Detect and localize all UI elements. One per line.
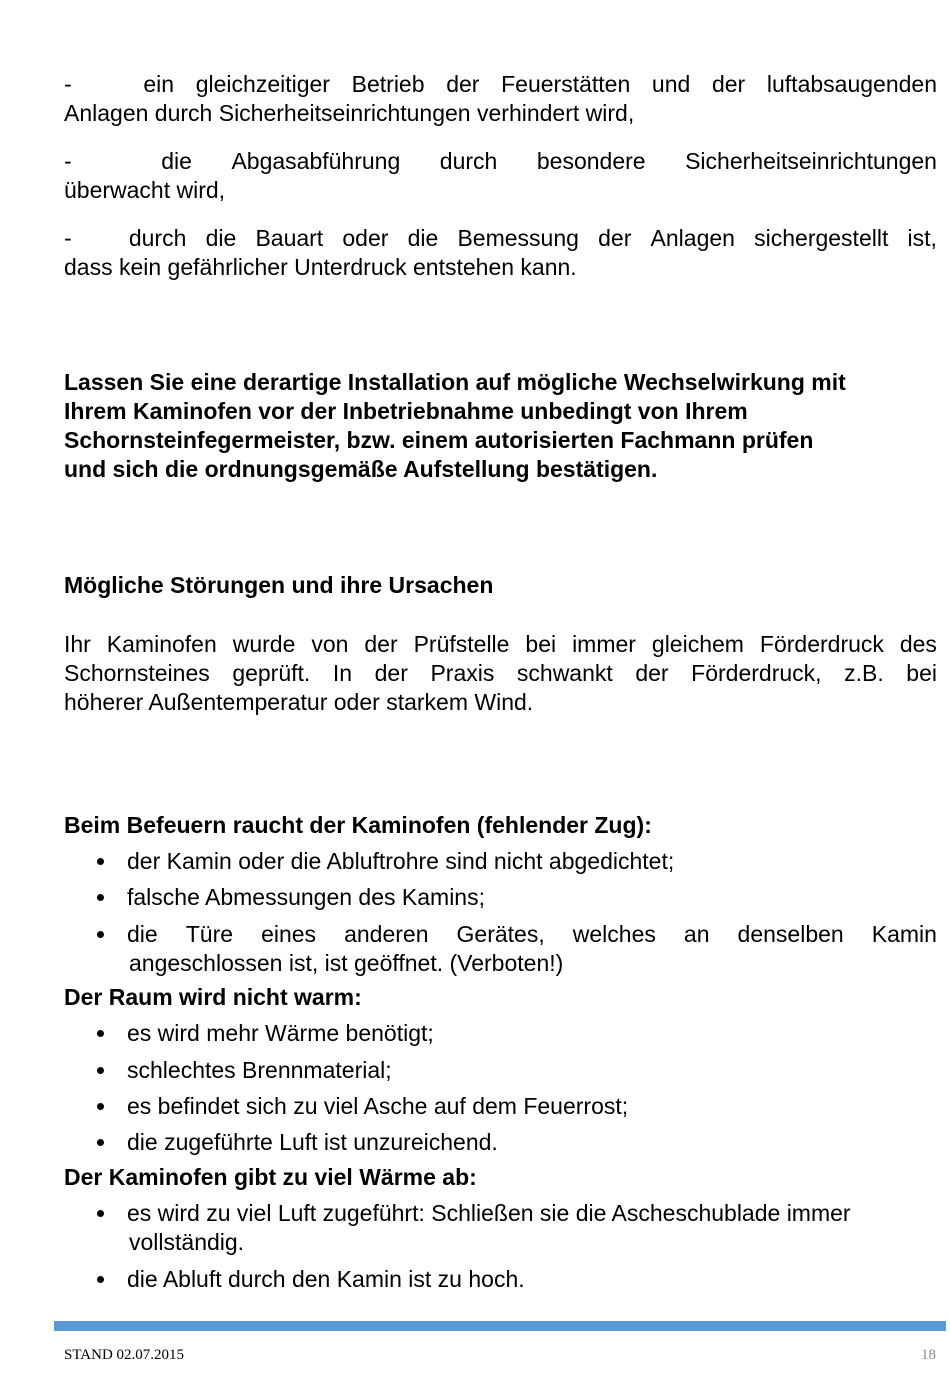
word: von <box>311 631 349 657</box>
footer-stand: STAND 02.07.2015 <box>64 1347 185 1363</box>
bullet-icon <box>97 1139 104 1146</box>
word: In <box>332 660 353 686</box>
word: Förderdruck <box>759 631 884 657</box>
bullet-icon <box>97 894 104 901</box>
word: bei <box>906 660 937 686</box>
word: denselben <box>737 921 844 947</box>
condition-dash: - <box>64 71 72 97</box>
subsection-title: Der Kaminofen gibt zu viel Wärme ab: <box>64 1164 477 1190</box>
bullet-icon <box>97 1276 104 1283</box>
condition-item-3-line-2: dass kein gefährlicher Unterdruck entstehen kann. <box>64 254 577 280</box>
word: schwankt <box>516 660 613 686</box>
page-number: 18 <box>921 1347 936 1363</box>
bullet-icon <box>97 1103 104 1110</box>
word: immer <box>572 631 636 657</box>
word: Förderdruck, <box>691 660 822 686</box>
warning-line: Schornsteinfegermeister, bzw. einem autorisierten Fachmann prüfen <box>64 427 814 453</box>
intro-line: höherer Außentemperatur oder starkem Wind. <box>64 689 534 715</box>
footer-bar <box>54 1321 946 1331</box>
word: welches <box>572 921 656 947</box>
word: geprüft. <box>232 660 311 686</box>
word: Kaminofen <box>106 631 217 657</box>
word: eines <box>261 921 317 947</box>
condition-item-1-line-2: Anlagen durch Sicherheitseinrichtungen verhindert wird, <box>64 100 635 126</box>
word: der <box>364 631 398 657</box>
word: Gerätes, <box>456 921 545 947</box>
bullet-icon <box>97 931 104 938</box>
subsection-title: Beim Befeuern raucht der Kaminofen (fehlender Zug): <box>64 812 652 838</box>
word: an <box>683 921 710 947</box>
word: der <box>635 660 669 686</box>
word: Schornsteines <box>64 660 210 686</box>
section-heading: Mögliche Störungen und ihre Ursachen <box>64 572 494 598</box>
word: Türe <box>185 921 234 947</box>
condition-dash: - <box>64 225 72 251</box>
word: gleichem <box>651 631 744 657</box>
word: anderen <box>344 921 429 947</box>
bullet-icon <box>97 1030 104 1037</box>
warning-line: und sich die ordnungsgemäße Aufstellung bestätigen. <box>64 456 658 482</box>
bullet-icon <box>97 858 104 865</box>
bullet-icon <box>97 1067 104 1074</box>
word: Kamin <box>871 921 937 947</box>
intro-line <box>64 659 937 688</box>
word: der <box>374 660 408 686</box>
condition-item-2-line-2: überwacht wird, <box>64 177 226 203</box>
word: z.B. <box>844 660 884 686</box>
word: des <box>899 631 937 657</box>
intro-line <box>64 630 937 659</box>
word: Prüfstelle <box>413 631 510 657</box>
word: bei <box>525 631 557 657</box>
warning-line: Ihrem Kaminofen vor der Inbetriebnahme unbedingt von Ihrem <box>64 398 748 424</box>
bullet-icon <box>97 1210 104 1217</box>
condition-dash: - <box>64 148 72 174</box>
warning-line: Lassen Sie eine derartige Installation auf mögliche Wechselwirkung mit <box>64 369 846 395</box>
word: die <box>127 921 158 947</box>
word: Ihr <box>64 631 91 657</box>
subsection-title: Der Raum wird nicht warm: <box>64 984 362 1010</box>
word: Praxis <box>430 660 495 686</box>
word: wurde <box>232 631 296 657</box>
